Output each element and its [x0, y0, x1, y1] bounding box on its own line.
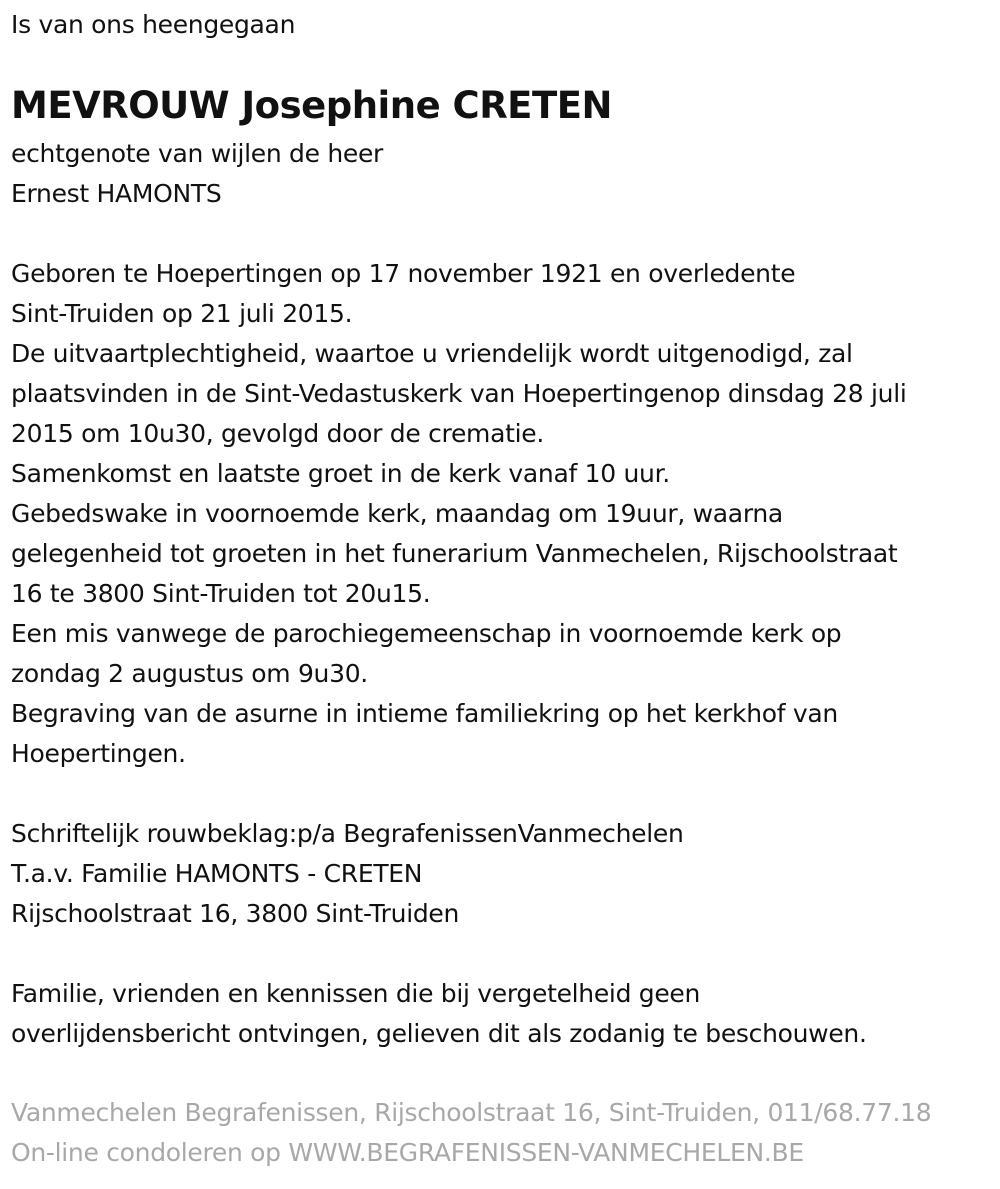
spouse-line: echtgenote van wijlen de heer [11, 139, 384, 168]
address-line: T.a.v. Familie HAMONTS - CRETEN [11, 859, 423, 888]
details-line: zondag 2 augustus om 9u30. [11, 659, 368, 688]
spouse-line: Ernest HAMONTS [11, 179, 222, 208]
spouse-section [11, 134, 383, 214]
family-note-line: overlijdensbericht ontvingen, gelieven dit als zodanig te beschouwen. [11, 1019, 867, 1048]
details-line: Gebedswake in voornoemde kerk, maandag om 19uur, waarna [11, 499, 783, 528]
details-line: plaatsvinden in de Sint-Vedastuskerk van Hoepertingenop dinsdag 28 juli [11, 379, 907, 408]
family-note [11, 974, 867, 1054]
footer-line: Vanmechelen Begrafenissen, Rijschoolstraat 16, Sint-Truiden, 011/68.77.18 [11, 1098, 932, 1127]
details-line: Sint-Truiden op 21 juli 2015. [11, 299, 353, 328]
details-line: Begraving van de asurne in intieme familiekring op het kerkhof van [11, 699, 838, 728]
intro-text: Is van ons heengegaan [11, 10, 296, 39]
details-line: 16 te 3800 Sint-Truiden tot 20u15. [11, 579, 431, 608]
details-line: gelegenheid tot groeten in het funerarium Vanmechelen, Rijschoolstraat [11, 539, 898, 568]
address-line: Rijschoolstraat 16, 3800 Sint-Truiden [11, 899, 460, 928]
condolence-address [11, 814, 684, 934]
address-line: Schriftelijk rouwbeklag:p/a BegrafenissenVanmechelen [11, 819, 684, 848]
details-line: Geboren te Hoepertingen op 17 november 1921 en overledente [11, 259, 796, 288]
funeral-home-footer [11, 1093, 931, 1173]
family-note-line: Familie, vrienden en kennissen die bij vergetelheid geen [11, 979, 701, 1008]
details-line: De uitvaartplechtigheid, waartoe u vriendelijk wordt uitgenodigd, zal [11, 339, 853, 368]
ceremony-details [11, 254, 907, 774]
details-line: Een mis vanwege de parochiegemeenschap in voornoemde kerk op [11, 619, 842, 648]
details-line: Hoepertingen. [11, 739, 186, 768]
details-line: 2015 om 10u30, gevolgd door de crematie. [11, 419, 544, 448]
footer-line: On-line condoleren op WWW.BEGRAFENISSEN-VANMECHELEN.BE [11, 1138, 804, 1167]
deceased-name: MEVROUW Josephine CRETEN [11, 84, 612, 127]
details-line: Samenkomst en laatste groet in de kerk vanaf 10 uur. [11, 459, 670, 488]
